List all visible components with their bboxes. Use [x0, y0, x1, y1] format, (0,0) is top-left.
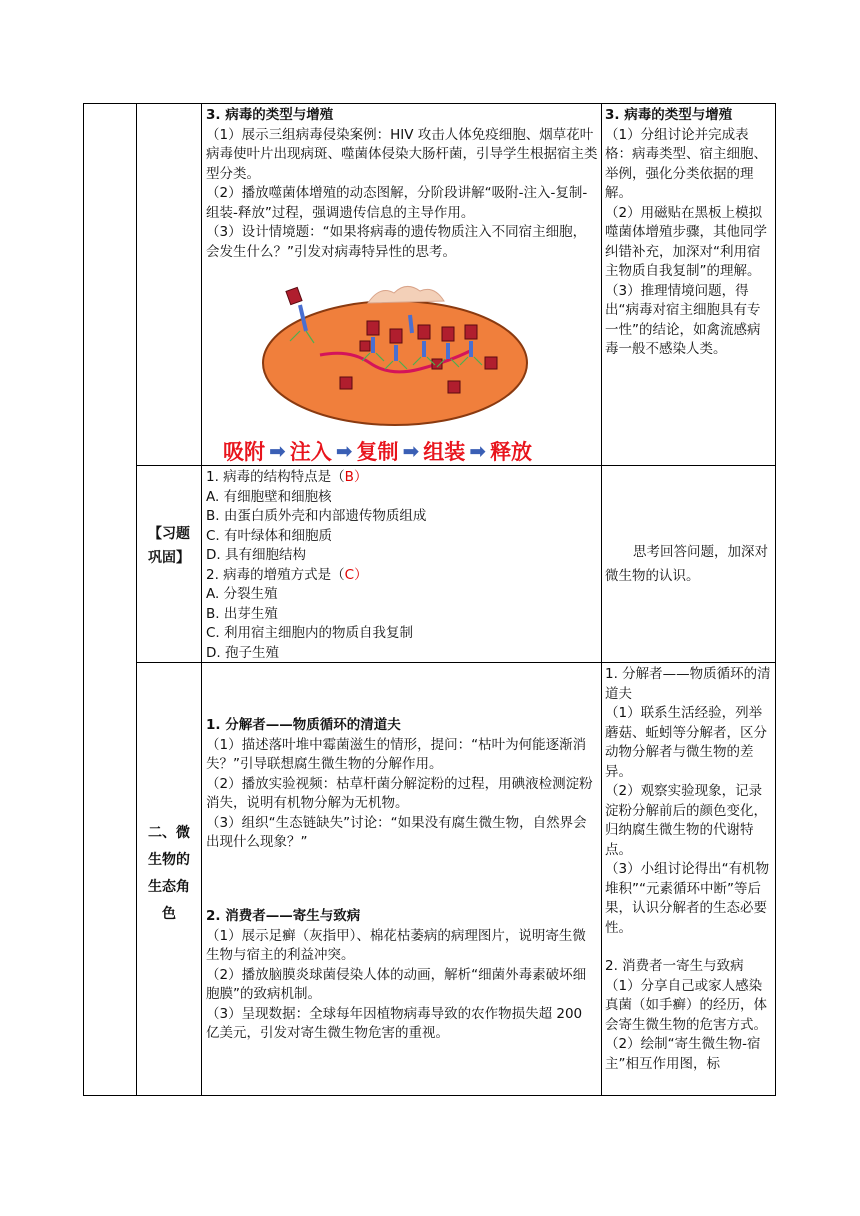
q2-option-a: A. 分裂生殖 — [206, 586, 278, 602]
student-virus-p2: （2）用磁贴在黑板上模拟噬菌体增殖步骤，其他同学纠错补充，加深对“利用宿主物质自我复制”的理解。 — [605, 204, 767, 279]
consumer-p2: （2）播放脑膜炎球菌侵染人体的动画，解析“细菌外毒素破坏细胞膜”的致病机制。 — [206, 966, 587, 1002]
q1-option-c: C. 有叶绿体和细胞质 — [206, 527, 333, 544]
exercise-student-cell — [605, 540, 773, 588]
exercise-label — [138, 522, 200, 570]
virus-types-p1: （1）展示三组病毒侵染案例：HIV 攻击人体免疫细胞、烟草花叶病毒使叶片出现病斑、噬菌体侵染大肠杆菌，引导学生根据宿主类型分类。 — [206, 126, 598, 182]
virus-types-p2: （2）播放噬菌体增殖的动态图解，分阶段讲解“吸附-注入-复制-组装-释放”过程，强调遗传信息的主导作用。 — [206, 185, 588, 221]
consumer-heading: 2. 消费者——寄生与致病 — [206, 908, 361, 924]
ecology-label-line3: 生态角 — [148, 879, 190, 895]
virus-types-heading: 3. 病毒的类型与增殖 — [206, 107, 334, 123]
decomposer-p1: （1）描述落叶堆中霉菌滋生的情形，提问：“枯叶为何能逐渐消失？”引导联想腐生微生物的分解作用。 — [206, 736, 587, 772]
ecology-label-line1: 二、微 — [148, 825, 190, 841]
decomposer-p3: （3）组织“生态链缺失”讨论：“如果没有腐生微生物，自然界会出现什么现象？” — [206, 814, 587, 850]
q1-option-b: B. 由蛋白质外壳和内部遗传物质组成 — [206, 508, 427, 524]
col-divider-2 — [201, 104, 202, 1095]
student-virus-p1: （1）分组讨论并完成表格：病毒类型、宿主细胞、举例，强化分类依据的理解。 — [605, 126, 767, 201]
student-virus-p3: （3）推理情境问题，得出“病毒对宿主细胞具有专一性”的结论，如禽流感病毒一般不感染人类。 — [605, 282, 761, 357]
question-2 — [206, 566, 598, 586]
lesson-plan-table — [83, 103, 776, 1096]
right-arrow-icon: ➡ — [469, 439, 487, 463]
student-eco-p1: （1）联系生活经验，列举蘑菇、蚯蚓等分解者，区分动物分解者与微生物的差异。 — [605, 705, 767, 780]
student-eco-h1: 1. 分解者——物质循环的清道夫 — [605, 666, 771, 702]
ecology-label-line4: 色 — [162, 906, 176, 922]
student-eco-p4: （1）分享自己或家人感染真菌（如手癣）的经历，体会寄生微生物的危害方式。 — [605, 977, 767, 1033]
consumer-cell — [206, 907, 598, 1044]
phage-replication-diagram — [260, 279, 530, 429]
ecology-label-line2: 生物的 — [148, 852, 190, 868]
student-eco-p5: （2）绘制“寄生微生物-宿主”相互作用图，标 — [605, 1036, 761, 1072]
q2-option-d: D. 孢子生殖 — [206, 644, 279, 661]
exercise-student-text: 思考回答问题，加深对微生物的认识。 — [605, 544, 768, 584]
flow-step-3: 复制 — [356, 440, 399, 464]
q2-option-c: C. 利用宿主细胞内的物质自我复制 — [206, 625, 414, 641]
student-eco-p3: （3）小组讨论得出“有机物堆积”“元素循环中断”等后果，认识分解者的生态必要性。 — [605, 861, 770, 936]
flow-step-2: 注入 — [289, 440, 332, 464]
consumer-p1: （1）展示足癣（灰指甲）、棉花枯萎病的病理图片，说明寄生微生物与宿主的利益冲突。 — [206, 927, 586, 963]
exercise-label-line2: 巩固】 — [148, 550, 190, 566]
question-2-close: ） — [354, 566, 368, 583]
virus-types-cell — [206, 106, 598, 262]
decomposer-cell — [206, 716, 598, 853]
student-virus-heading: 3. 病毒的类型与增殖 — [605, 107, 733, 123]
student-eco-h2: 2. 消费者一寄生与致病 — [605, 958, 744, 974]
replication-flow — [223, 436, 532, 466]
q1-option-a: A. 有细胞壁和细胞核 — [206, 488, 332, 505]
question-1-text: 1. 病毒的结构特点是（ — [206, 469, 345, 485]
flow-step-4: 组装 — [423, 440, 466, 464]
ecology-student-cell — [605, 665, 773, 1074]
q2-option-b: B. 出芽生殖 — [206, 605, 278, 622]
q1-option-d: D. 具有细胞结构 — [206, 547, 306, 563]
question-1-answer: B — [344, 469, 354, 485]
exercise-questions — [206, 468, 598, 663]
ecology-label — [138, 820, 200, 928]
question-2-text: 2. 病毒的增殖方式是（ — [206, 566, 345, 583]
col-divider-3 — [601, 104, 602, 1095]
flow-step-5: 释放 — [490, 440, 533, 464]
question-1 — [206, 468, 598, 488]
decomposer-heading: 1. 分解者——物质循环的清道夫 — [206, 717, 401, 733]
right-arrow-icon: ➡ — [335, 439, 353, 463]
question-1-close: ） — [353, 469, 368, 485]
decomposer-p2: （2）播放实验视频：枯草杆菌分解淀粉的过程，用碘液检测淀粉消失，说明有机物分解为无机物。 — [206, 775, 593, 811]
virus-types-p3: （3）设计情境题：“如果将病毒的遗传物质注入不同宿主细胞，会发生什么？”引发对病毒特异性的思考。 — [206, 224, 587, 260]
virus-types-student-cell — [605, 106, 773, 360]
question-2-answer: C — [344, 566, 355, 583]
flow-step-1: 吸附 — [223, 440, 265, 464]
cell-burst-shape — [368, 286, 444, 303]
exercise-label-line1: 【习题 — [148, 526, 190, 542]
right-arrow-icon: ➡ — [269, 439, 286, 463]
col-divider-1 — [136, 104, 137, 1095]
consumer-p3: （3）呈现数据：全球每年因植物病毒导致的农作物损失超 200 亿美元，引发对寄生微生物危害的重视。 — [206, 1005, 583, 1041]
right-arrow-icon: ➡ — [402, 439, 420, 463]
student-eco-p2: （2）观察实验现象，记录淀粉分解前后的颜色变化，归纳腐生微生物的代谢特点。 — [605, 783, 767, 858]
